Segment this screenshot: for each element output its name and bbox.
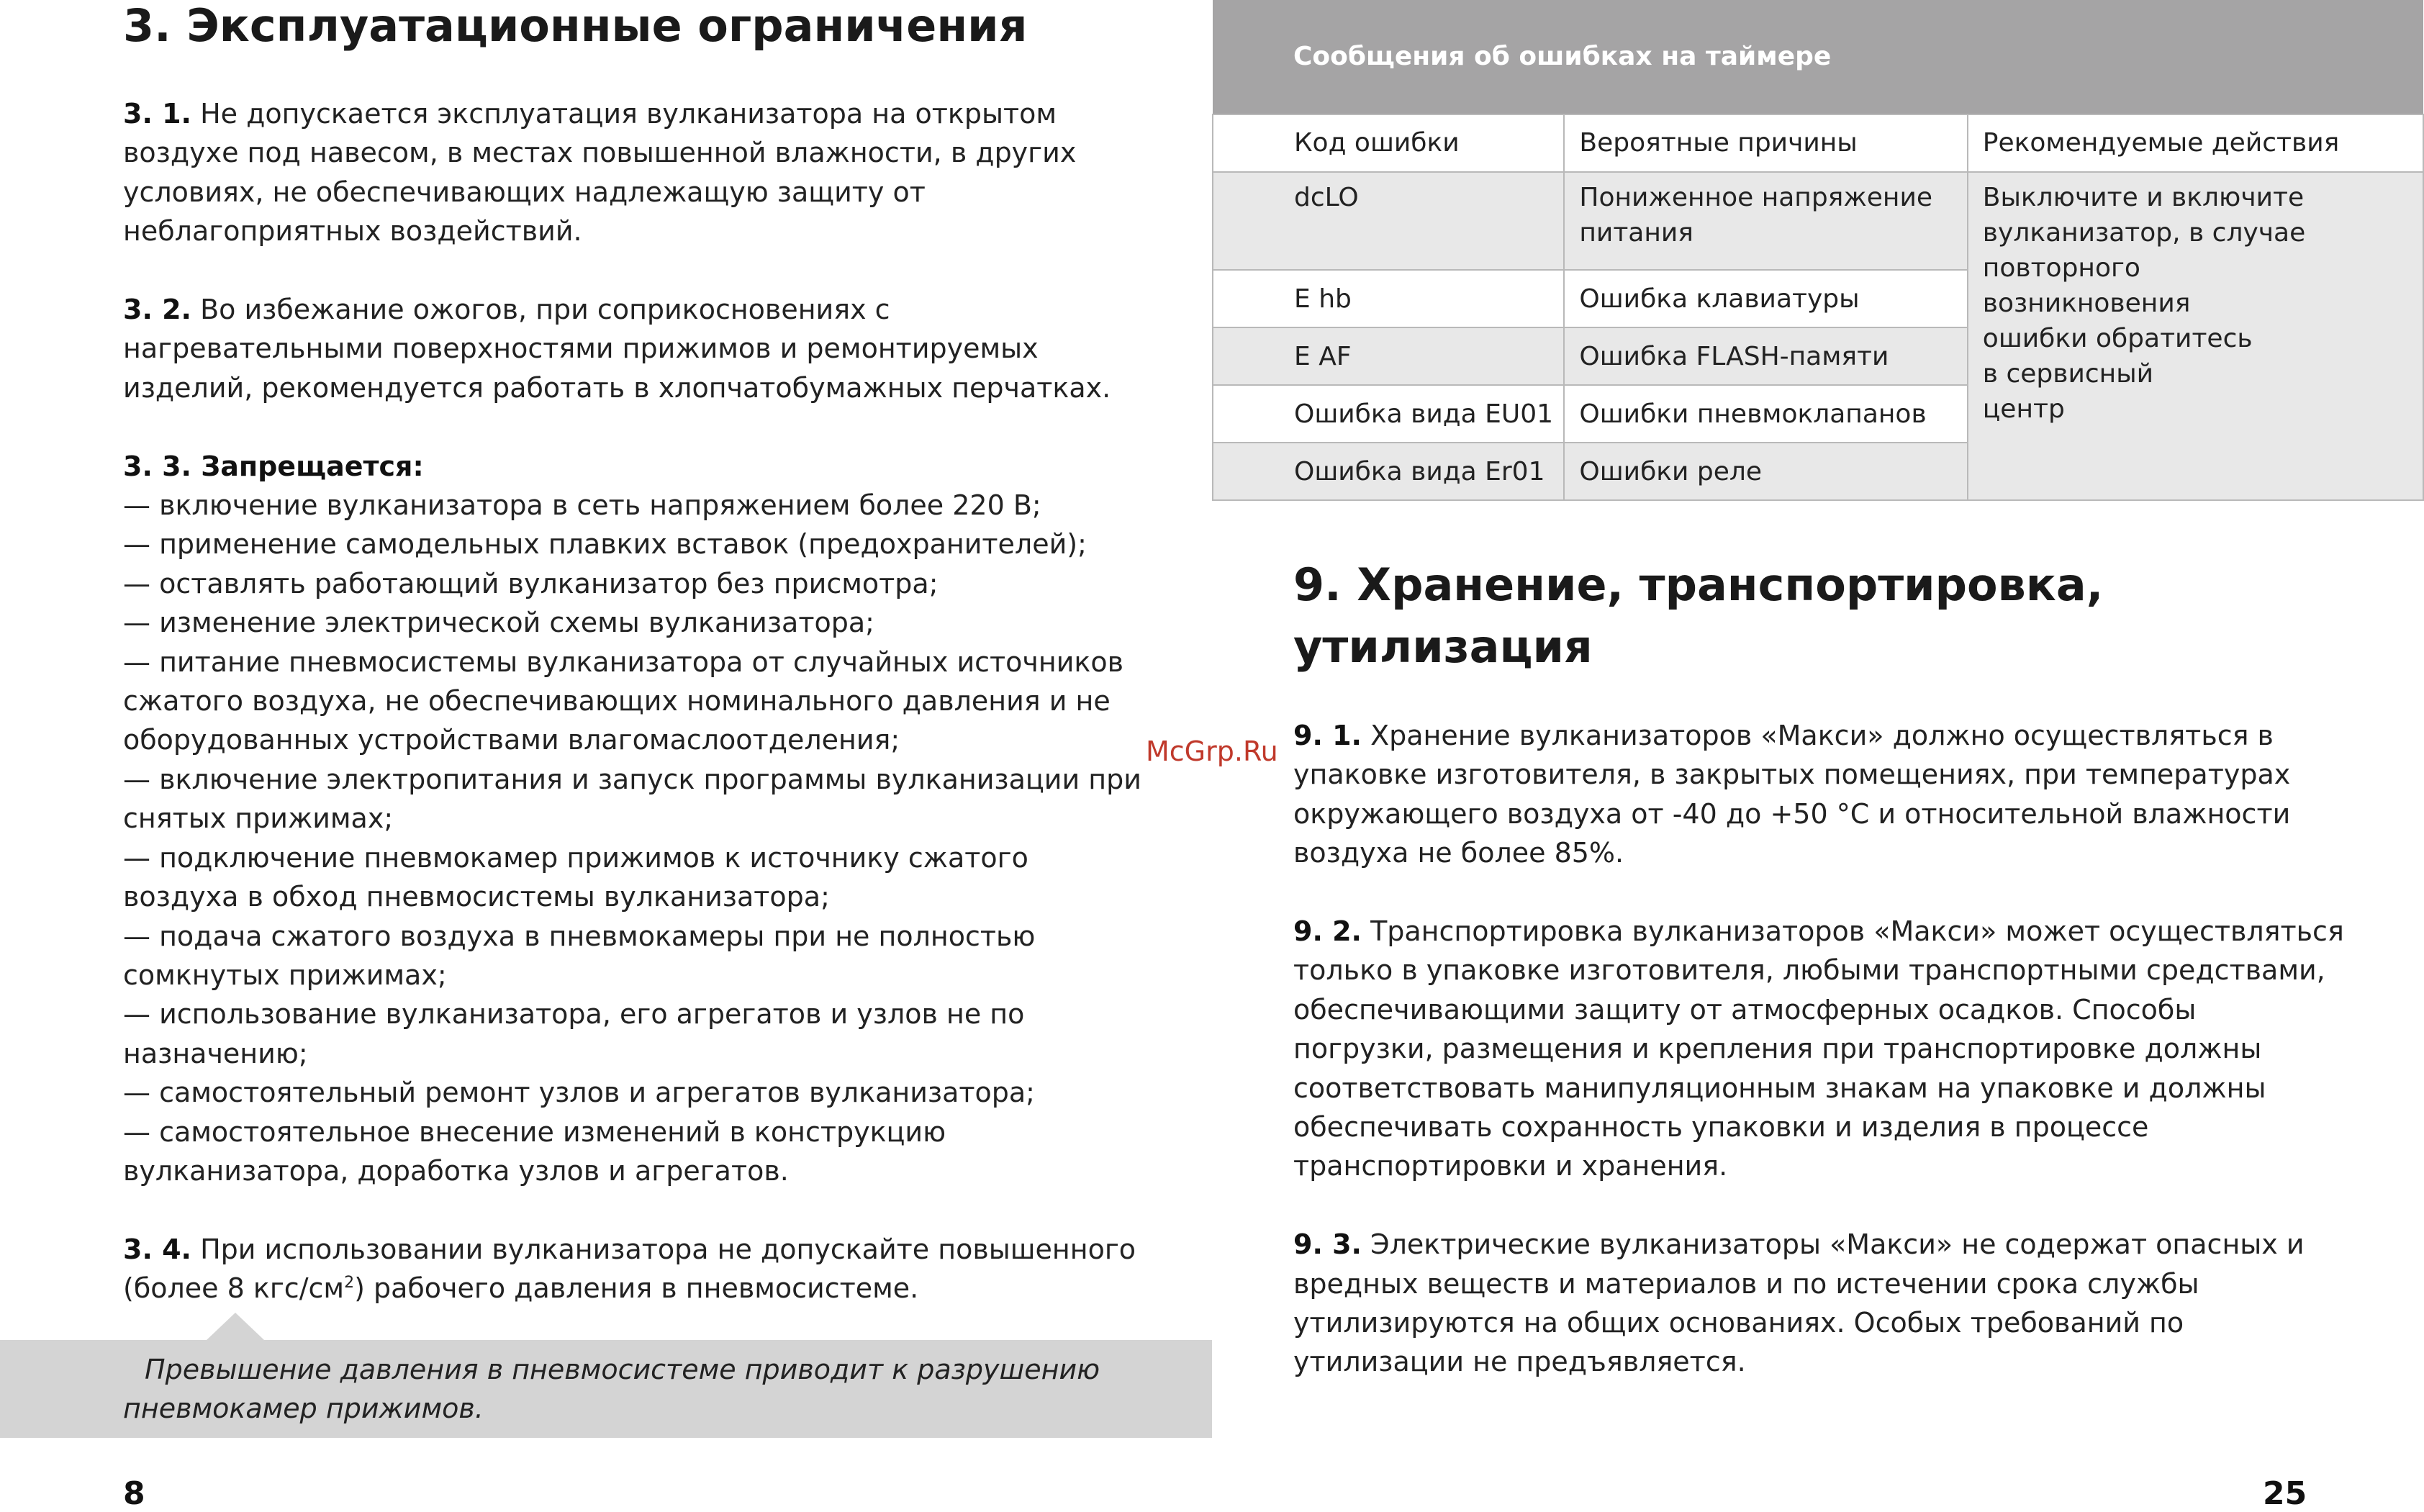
column-header-cause: Вероятные причины	[1564, 114, 1967, 172]
section-3-title: 3. Эксплуатационные ограничения	[123, 0, 1028, 52]
page-number-left: 8	[123, 1475, 145, 1512]
prohibition-item: — применение самодельных плавких вставок (предохранителей);	[123, 528, 1087, 561]
paragraph-3-2	[123, 290, 1145, 407]
paragraph-9-3-text: Электрические вулканизаторы «Макси» не содержат опасных и вредных веществ и материалов и по истечении срока службы утилизируются на общих основаниях. Особых требований по утилизации не предъявляется.	[1293, 1228, 2305, 1378]
paragraph-3-1-number: 3. 1.	[123, 98, 191, 130]
error-cause-cell: Ошибка клавиатуры	[1564, 270, 1967, 327]
section-9-title: 9. Хранение, транспортировка, утилизация	[1293, 558, 2104, 673]
paragraph-3-2-number: 3. 2.	[123, 294, 191, 326]
column-header-action: Рекомендуемые действия	[1968, 114, 2423, 172]
prohibition-item: — подключение пневмокамер прижимов к источнику сжатого воздуха в обход пневмосистемы вулканизатора;	[123, 841, 1028, 913]
left-page	[0, 0, 1212, 1511]
column-header-code: Код ошибки	[1213, 114, 1564, 172]
prohibition-item: — самостоятельное внесение изменений в конструкцию вулканизатора, доработка узлов и агрегатов.	[123, 1115, 946, 1187]
paragraph-9-1-number: 9. 1.	[1293, 720, 1362, 751]
error-messages-table	[1212, 0, 2424, 501]
paragraph-9-3-number: 9. 3.	[1293, 1228, 1362, 1261]
spacer	[123, 251, 1145, 290]
paragraph-9-1	[1293, 716, 2344, 873]
action-line: повторного	[1982, 253, 2140, 283]
superscript-2: 2	[344, 1274, 355, 1293]
error-code-cell: Ошибка вида Er01	[1213, 443, 1564, 500]
error-code-cell: dcLO	[1213, 172, 1564, 270]
watermark: McGrp.Ru	[1146, 735, 1278, 767]
section-3-body	[123, 94, 1145, 1308]
prohibition-item: — оставлять работающий вулканизатор без присмотра;	[123, 567, 939, 599]
table-title: Сообщения об ошибках на таймере	[1213, 0, 2423, 114]
recommended-action-cell	[1968, 172, 2423, 500]
paragraph-3-1	[123, 94, 1145, 251]
spacer	[1293, 873, 2344, 912]
paragraph-3-2-text: Во избежание ожогов, при соприкосновениях с нагревательными поверхностями прижимов и ремонтируемых изделий, рекомендуется работать в хлопчатобумажных перчатках.	[123, 294, 1111, 404]
error-code-cell: Ошибка вида EU01	[1213, 385, 1564, 443]
paragraph-9-2	[1293, 912, 2344, 1186]
paragraph-9-2-text: Транспортировка вулканизаторов «Макси» может осуществляться только в упаковке изготовителя, любыми транспортными средствами, обеспечивающими защиту от атмосферных осадков. Способы погрузки, размещения и крепления при транспортировке должны соответствовать манипуляционным знакам на упаковке и должны обеспечивать сохранность упаковки и изделия в процессе транспортировки и хранения.	[1293, 915, 2344, 1182]
section-9-body	[1293, 716, 2344, 1382]
prohibition-item: — изменение электрической схемы вулканизатора;	[123, 607, 874, 639]
error-cause-cell: Ошибка FLASH-памяти	[1564, 327, 1967, 385]
action-line: центр	[1982, 394, 2065, 424]
prohibition-item: — питание пневмосистемы вулканизатора от случайных источников сжатого воздуха, не обеспечивающих номинального давления и не оборудованных устройствами влагомаслоотделения;	[123, 646, 1124, 756]
warning-text: Превышение давления в пневмосистеме приводит к разрушению пневмокамер прижимов.	[123, 1354, 1100, 1424]
action-line: Выключите и включите	[1982, 183, 2305, 212]
error-code-cell: E AF	[1213, 327, 1564, 385]
prohibition-item: — использование вулканизатора, его агрегатов и узлов не по назначению;	[123, 998, 1025, 1069]
spacer	[123, 1190, 1145, 1229]
paragraph-3-4-number: 3. 4.	[123, 1233, 191, 1265]
spacer	[123, 407, 1145, 446]
prohibition-item: — подача сжатого воздуха в пневмокамеры при не полностью сомкнутых прижимах;	[123, 920, 1036, 991]
action-line: возникновения	[1982, 289, 2191, 318]
paragraph-3-4	[123, 1230, 1145, 1308]
error-cause-cell: Ошибки пневмоклапанов	[1564, 385, 1967, 443]
warning-pointer-triangle	[207, 1313, 264, 1340]
table-row	[1213, 172, 2423, 270]
table-header-row	[1213, 114, 2423, 172]
action-line: ошибки обратитесь	[1982, 324, 2253, 353]
table-title-row	[1213, 0, 2423, 114]
paragraph-3-4-text-b: ) рабочего давления в пневмосистеме.	[354, 1272, 919, 1305]
paragraph-9-2-number: 9. 2.	[1293, 915, 1362, 948]
prohibition-item: — включение электропитания и запуск программы вулканизации при снятых прижимах;	[123, 763, 1141, 835]
page-number-right: 25	[2263, 1475, 2307, 1512]
paragraph-3-4-text-a: При использовании вулканизатора не допускайте повышенного (более 8 кгс/см	[123, 1233, 1136, 1305]
paragraph-9-1-text: Хранение вулканизаторов «Макси» должно осуществляться в упаковке изготовителя, в закрытых помещениях, при температурах окружающего воздуха от -40 до +50 °С и относительной влажности воздуха не более 85%.	[1293, 720, 2291, 869]
prohibition-item: — включение вулканизатора в сеть напряжением более 220 В;	[123, 489, 1041, 522]
spacer	[1293, 1186, 2344, 1225]
action-line: вулканизатор, в случае	[1982, 218, 2306, 248]
error-cause-cell: Ошибки реле	[1564, 443, 1967, 500]
prohibition-item: — самостоятельный ремонт узлов и агрегатов вулканизатора;	[123, 1077, 1035, 1109]
paragraph-3-1-text: Не допускается эксплуатация вулканизатора на открытом воздухе под навесом, в местах повышенной влажности, в других условиях, не обеспечивающих надлежащую защиту от неблагоприятных воздействий.	[123, 98, 1077, 248]
action-line: в сервисный	[1982, 359, 2154, 389]
paragraph-9-3	[1293, 1225, 2344, 1382]
error-cause-cell: Пониженное напряжение питания	[1564, 172, 1967, 270]
prohibited-heading: 3. 3. Запрещается:	[123, 450, 424, 482]
error-code-cell: E hb	[1213, 270, 1564, 327]
paragraph-3-3-heading	[123, 447, 1145, 486]
